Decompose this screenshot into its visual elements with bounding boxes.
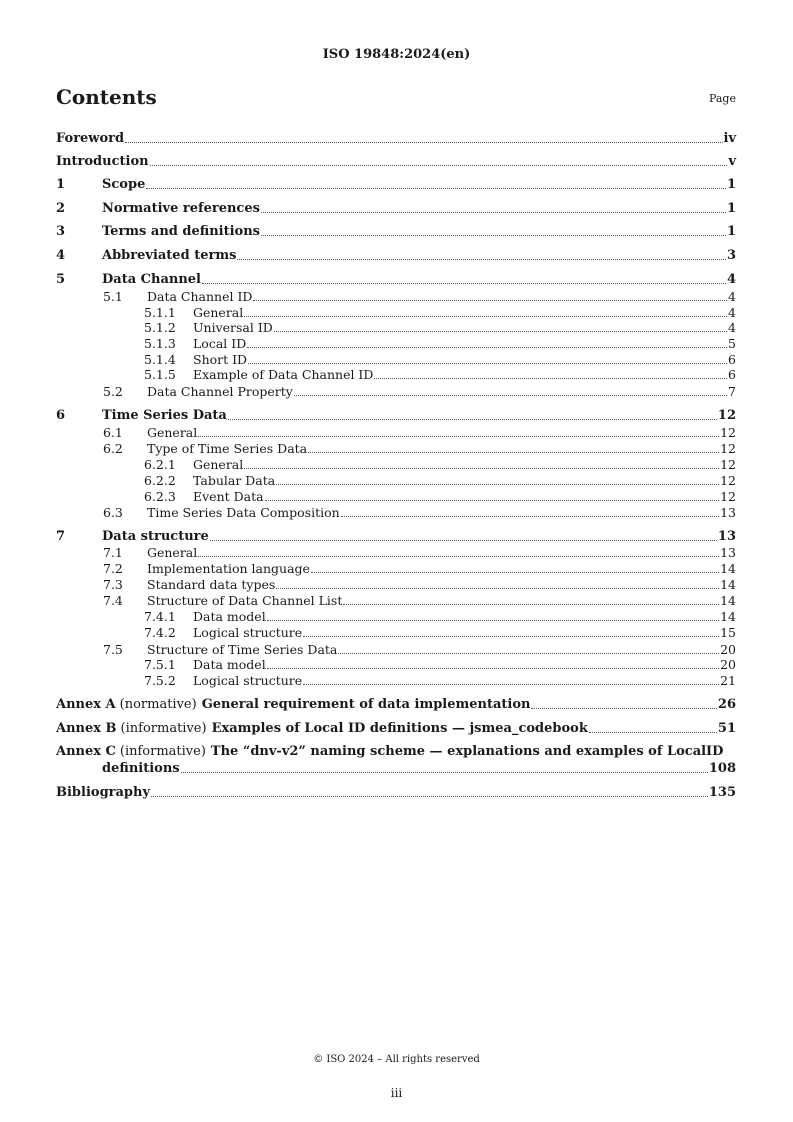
toc-entry-page: 12 [720,489,736,504]
toc-annex-entry[interactable] [56,721,736,737]
toc-annex-entry-continuation[interactable] [102,761,736,777]
toc-entry-page: 12 [720,425,736,440]
toc-entry-title: Normative references [102,201,260,216]
toc-entry-page: 12 [717,408,736,423]
toc-entry-page: 6 [728,367,736,382]
dot-leader [150,165,728,166]
toc-entry[interactable] [56,593,736,609]
toc-entry-page: 12 [720,457,736,472]
toc-entry-number: 7.3 [103,577,123,592]
toc-entry-title: Abbreviated terms [102,248,237,263]
toc-entry-page: 4 [728,305,736,320]
toc-entry-number: 3 [56,224,66,239]
dot-leader [276,484,719,485]
contents-title: Contents [56,85,157,109]
toc-entry-title: Data Channel [102,272,201,287]
dot-leader [589,732,717,733]
dot-leader [244,316,727,317]
toc-entry-title: General [147,545,198,560]
toc-entry-number: 5.2 [103,384,123,399]
toc-entry-title: Data model [193,657,266,672]
toc-entry-title: Structure of Time Series Data [147,642,338,657]
dot-leader [253,300,727,301]
dot-leader [237,259,726,260]
annex-title: Examples of Local ID definitions — jsmea_codebook [211,721,588,736]
dot-leader [210,540,717,541]
toc-entry-page: 20 [720,657,736,672]
toc-entry-title: General [193,305,244,320]
dot-leader [274,331,727,332]
toc-entry[interactable] [56,336,736,352]
dot-leader [267,620,719,621]
toc-entry-number: 6.2 [103,441,123,456]
toc-entry-title: Type of Time Series Data [147,441,308,456]
toc-entry-number: 1 [56,177,66,192]
toc-entry-title: Tabular Data [193,473,276,488]
toc-entry-title: Universal ID [193,320,273,335]
toc-entry-page: 13 [720,505,736,520]
toc-entry-title: Local ID [193,336,247,351]
toc-entry-title: Standard data types [147,577,276,592]
toc-entry[interactable] [56,505,736,521]
dot-leader [531,708,716,709]
toc-entry-number: 5.1.4 [144,352,176,367]
toc-entry-page: 6 [728,352,736,367]
annex-label: Annex A [56,697,116,712]
toc-entry[interactable] [56,201,736,217]
dot-leader [267,668,719,669]
toc-entry-number: 5.1.2 [144,320,176,335]
toc-entry-number: 2 [56,201,66,216]
toc-entry-page: 12 [720,473,736,488]
annex-page: 108 [708,761,736,776]
toc-entry[interactable] [56,425,736,441]
toc-entry-page: 1 [726,201,736,216]
toc-entry-title: Implementation language [147,561,310,576]
toc-entry[interactable] [56,609,736,625]
toc-entry[interactable] [56,408,736,424]
bibliography-page: 135 [708,785,736,800]
toc-entry-number: 6.3 [103,505,123,520]
dot-leader [311,572,719,573]
toc-entry-title: Event Data [193,489,264,504]
dot-leader [265,500,720,501]
toc-entry[interactable] [56,272,736,288]
dot-leader [198,436,719,437]
dot-leader [261,235,726,236]
toc-entry-page: 15 [720,625,736,640]
toc-entry-title: Data Channel ID [147,289,253,304]
toc-annex-entry[interactable] [56,744,723,759]
toc-entry[interactable] [56,673,736,689]
toc-entry-number: 5.1.3 [144,336,176,351]
toc-entry-page: 14 [720,561,736,576]
toc-entry-page: 1 [726,224,736,239]
dot-leader [303,684,719,685]
toc-entry-number: 6.2.3 [144,489,176,504]
toc-entry-title: Introduction [56,154,149,169]
toc-entry-title: Data structure [102,529,209,544]
toc-entry-number: 6.2.2 [144,473,176,488]
dot-leader [308,452,719,453]
page-number: iii [390,1086,403,1100]
dot-leader [341,516,719,517]
toc-entry-number: 5 [56,272,66,287]
annex-title: The “dnv-v2” naming scheme — explanations and examples of LocalID [210,744,724,759]
toc-entry-number: 7.4.1 [144,609,176,624]
toc-entry-number: 5.1.1 [144,305,176,320]
toc-entry-page: 1 [726,177,736,192]
dot-leader [146,188,726,189]
dot-leader [248,363,727,364]
toc-entry-number: 7.4.2 [144,625,176,640]
toc-entry-number: 7.5.2 [144,673,176,688]
dot-leader [343,604,719,605]
toc-entry-title: Terms and definitions [102,224,260,239]
toc-annex-entry[interactable] [56,697,736,713]
dot-leader [198,556,719,557]
toc-entry-title: General [193,457,244,472]
toc-entry-number: 5.1 [103,289,123,304]
toc-entry[interactable] [56,248,736,264]
toc-entry-page: 4 [728,320,736,335]
toc-entry[interactable] [56,473,736,489]
annex-label: Annex B [56,721,117,736]
toc-entry-page: 13 [717,529,736,544]
toc-entry[interactable] [56,642,736,658]
annex-title: General requirement of data implementation [201,697,531,712]
toc-entry-number: 6 [56,408,66,423]
toc-entry-title: Structure of Data Channel List [147,593,343,608]
toc-entry-page: iv [723,131,736,146]
toc-entry-title: General [147,425,198,440]
toc-entry[interactable] [56,320,736,336]
toc-entry-page: 14 [720,593,736,608]
toc-entry[interactable] [56,384,736,400]
toc-entry[interactable] [56,545,736,561]
toc-entry-page: 14 [720,609,736,624]
toc-entry-number: 7.5 [103,642,123,657]
toc-entry-title: Short ID [193,352,248,367]
annex-kind: (normative) [119,697,197,712]
toc-entry-number: 7.5.1 [144,657,176,672]
toc-entry[interactable] [56,529,736,545]
toc-entry-page: 4 [728,289,736,304]
toc-entry-title: Example of Data Channel ID [193,367,374,382]
toc-entry[interactable] [56,625,736,641]
annex-kind: (informative) [119,744,206,759]
toc-entry-page: v [728,154,736,169]
toc-entry[interactable] [56,289,736,305]
toc-entry[interactable] [56,657,736,673]
toc-entry[interactable] [56,177,736,193]
dot-leader [228,419,717,420]
toc-entry[interactable] [56,131,736,147]
toc-entry[interactable] [56,367,736,383]
annex-title-continuation: definitions [102,761,180,776]
toc-entry-title: Scope [102,177,146,192]
dot-leader [244,468,719,469]
toc-entry-page: 21 [720,673,736,688]
toc-entry[interactable] [56,577,736,593]
annex-label: Annex C [56,744,116,759]
toc-entry-number: 7.2 [103,561,123,576]
toc-entry-number: 7 [56,529,66,544]
dot-leader [294,395,727,396]
toc-entry-page: 12 [720,441,736,456]
toc-entry-page: 7 [728,384,736,399]
annex-page: 51 [717,721,736,736]
toc-entry-page: 20 [720,642,736,657]
dot-leader [247,347,727,348]
toc-entry[interactable] [56,561,736,577]
dot-leader [338,653,719,654]
toc-entry-number: 7.4 [103,593,123,608]
toc-entry-title: Foreword [56,131,125,146]
annex-kind: (informative) [120,721,207,736]
toc-entry-title: Data Channel Property [147,384,293,399]
toc-entry[interactable] [56,457,736,473]
toc-entry-title: Data model [193,609,266,624]
page-column-label: Page [708,92,736,105]
toc-entry[interactable] [56,154,736,170]
dot-leader [181,772,708,773]
document-id: ISO 19848:2024(en) [322,47,471,62]
toc-entry-number: 5.1.5 [144,367,176,382]
toc-entry-title: Time Series Data Composition [147,505,340,520]
toc-entry[interactable] [56,441,736,457]
dot-leader [202,283,726,284]
toc-entry-title: Logical structure [193,625,303,640]
toc-bibliography-entry[interactable] [56,785,736,801]
copyright-notice: © ISO 2024 – All rights reserved [313,1054,480,1065]
toc-entry-number: 6.2.1 [144,457,176,472]
dot-leader [125,142,722,143]
toc-entry-title: Time Series Data [102,408,227,423]
annex-page: 26 [717,697,736,712]
toc-entry-number: 6.1 [103,425,123,440]
toc-entry[interactable] [56,352,736,368]
bibliography-title: Bibliography [56,785,151,800]
toc-entry[interactable] [56,305,736,321]
toc-entry-number: 4 [56,248,66,263]
toc-entry-page: 14 [720,577,736,592]
toc-entry-title: Logical structure [193,673,303,688]
toc-entry-number: 7.1 [103,545,123,560]
toc-entry-page: 5 [728,336,736,351]
toc-entry-page: 13 [720,545,736,560]
dot-leader [303,636,719,637]
dot-leader [261,212,726,213]
toc-entry-page: 4 [726,272,736,287]
dot-leader [151,796,708,797]
toc-entry[interactable] [56,489,736,505]
toc-entry-page: 3 [726,248,736,263]
dot-leader [374,378,727,379]
toc-entry[interactable] [56,224,736,240]
dot-leader [276,588,719,589]
